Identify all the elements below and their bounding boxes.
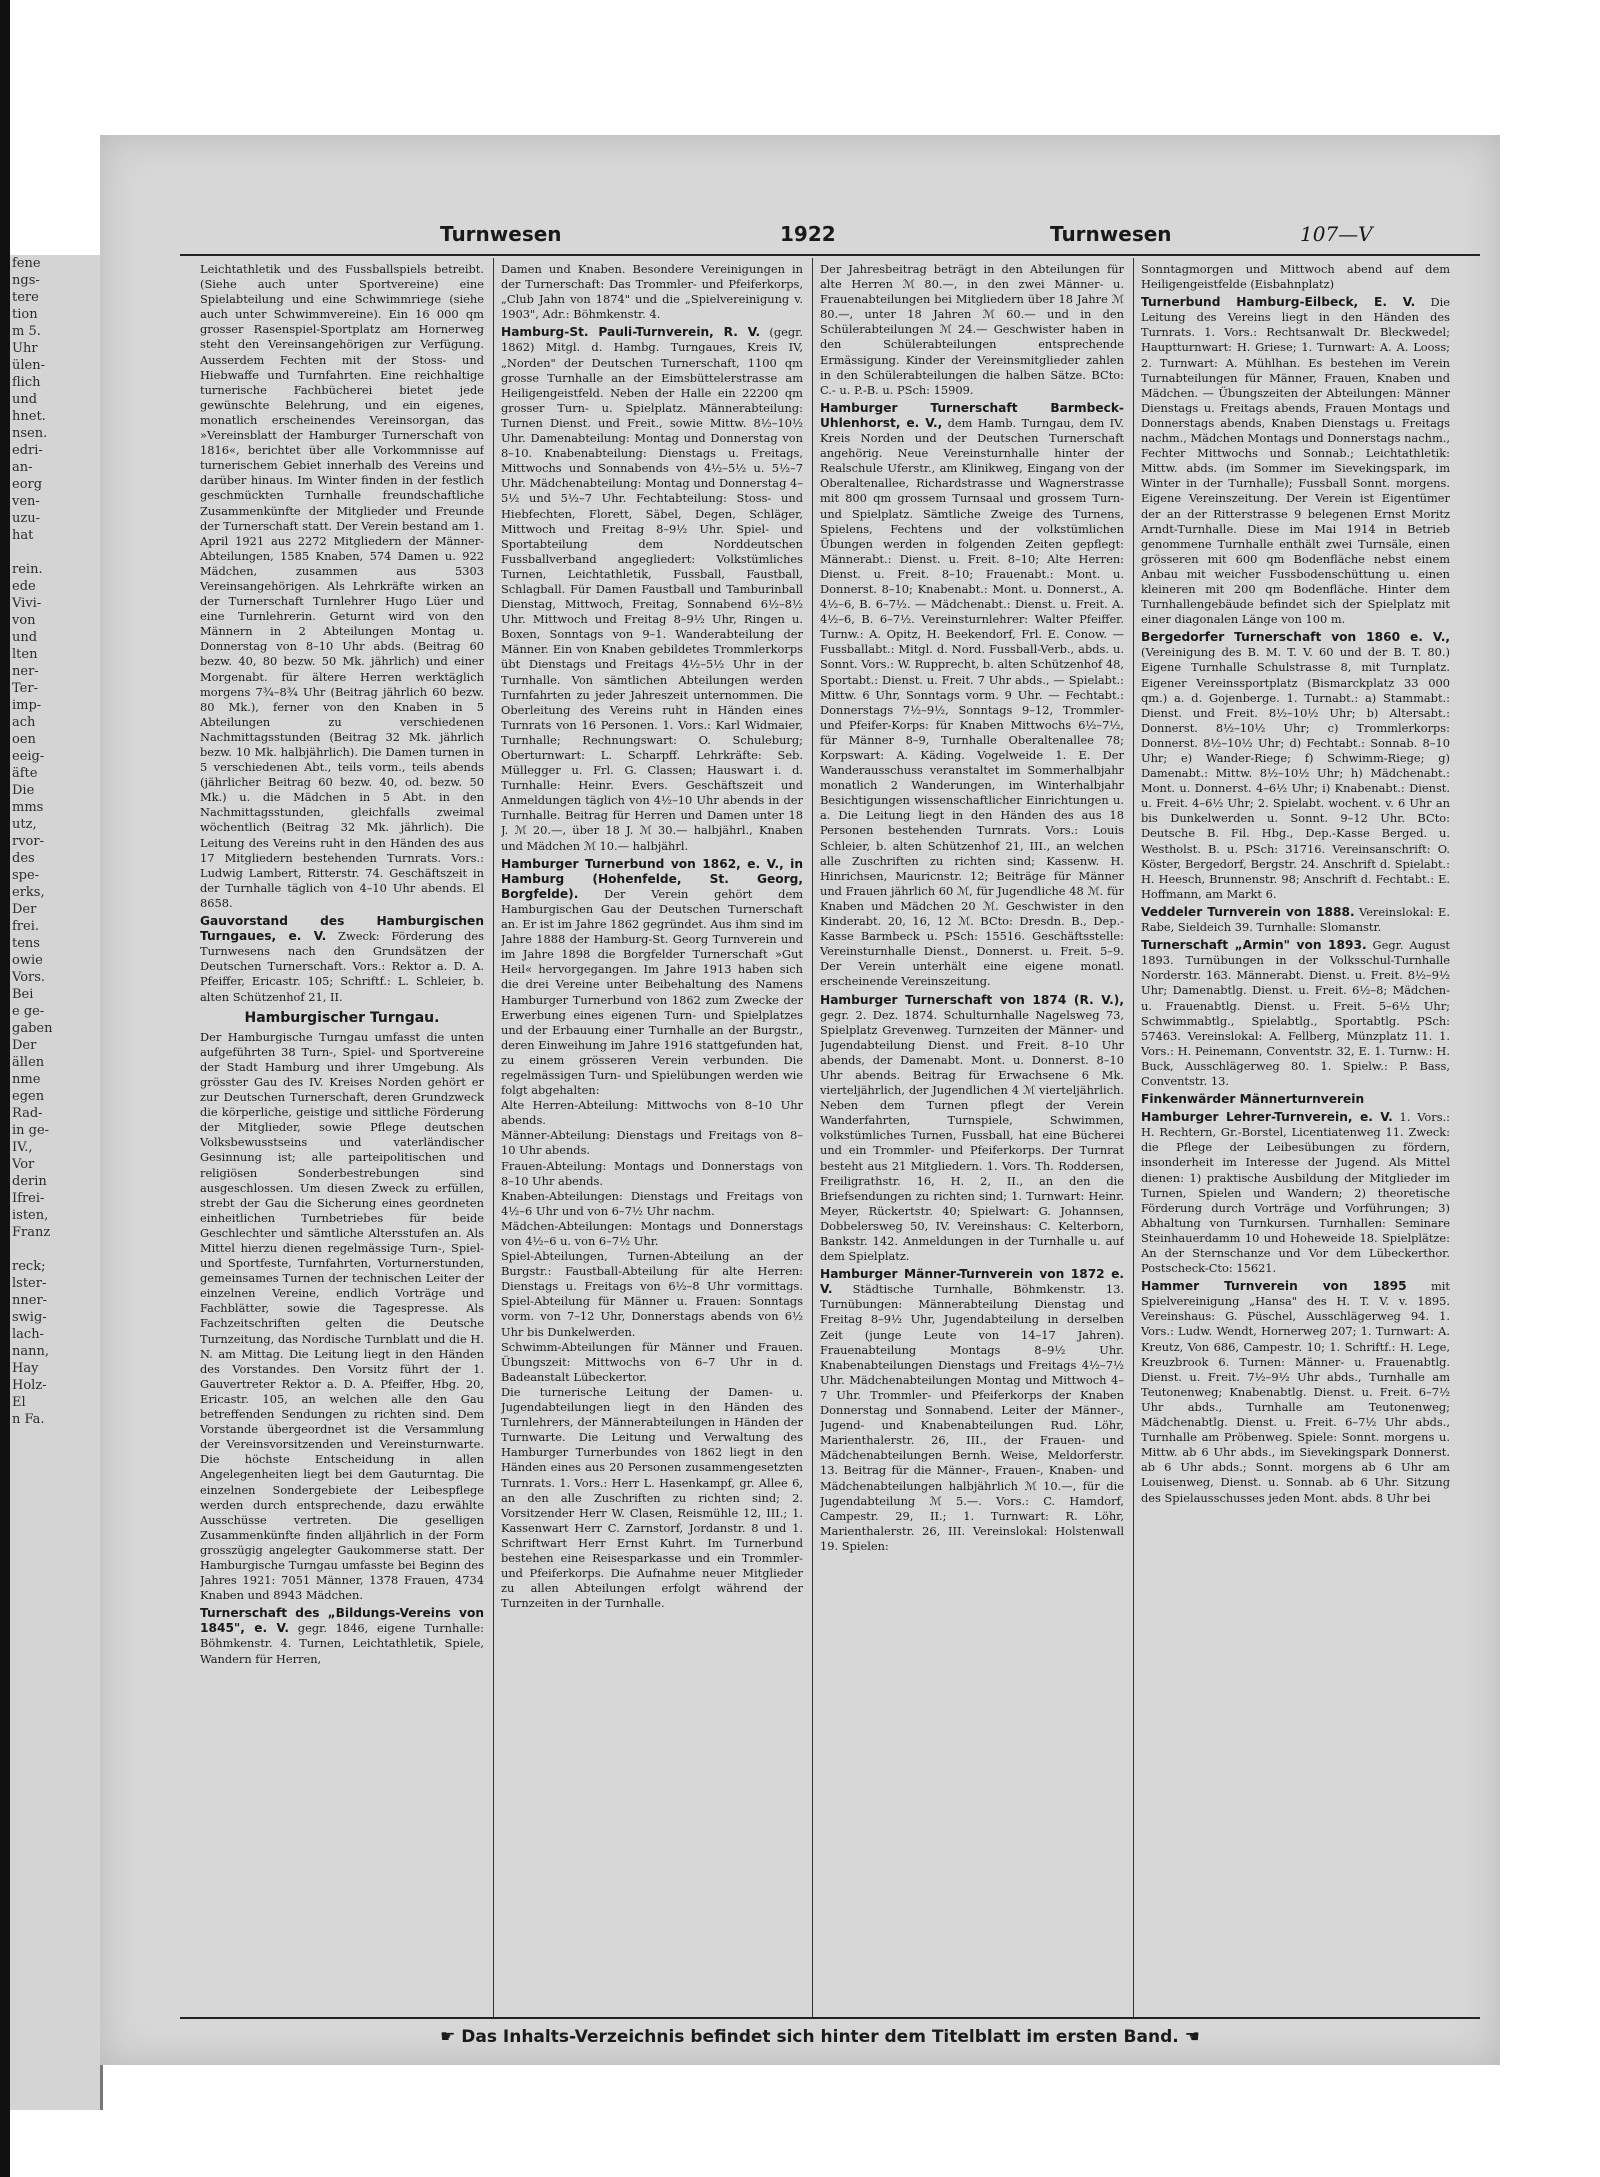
prev-page-fragment: hat <box>12 528 34 543</box>
entry-heading: Veddeler Turnverein von 1888. <box>1141 904 1355 919</box>
prev-page-fragment: tere <box>12 290 39 305</box>
prev-page-fragment: edri- <box>12 443 43 458</box>
text-paragraph: Damen und Knaben. Besondere Vereinigungen in der Turnerschaft: Das Trommler- und Pfeiferkorps, „Club Jahn von 1874" und die „Spielvereinigung v. 1903", Adr.: Böhmkenstr. 4. <box>501 262 803 322</box>
header-right-title: Turnwesen <box>1050 222 1172 246</box>
entry-heading: Hamburger Lehrer-Turnverein, e. V. <box>1141 1110 1393 1125</box>
entry-text: mit Spielvereinigung „Hansa" des H. T. V. v. 1895. Vereinshaus: G. Püschel, Ausschlägerweg 94. 1. Vors.: Ludw. Wendt, Hornerweg 207; 1. Turnwart: A. Kreutz, Von 686, Campestr. 10; 1. Schriftf.: H. Lege, Kreuzbrook 6. Turnen: Männer- u. Frauenabtlg. Dienst. u. Freit. 7½–9½ Uhr abds., Turnhalle am Teutonenweg; Knabenabtlg. Dienst. u. Freit. 6–7½ Uhr abds., Turnhalle am Teutonenweg; Mädchenabtlg. Dienst. u. Freit. 6–7½ Uhr abds., Turnhalle am Pröbenweg. Spiele: Sonnt. morgens u. Mittw. ab 6 Uhr abds., im Sievekingspark Donnerst. ab 6 Uhr abds.; Sonnt. morgens ab 6 Uhr am Louisenweg, Dienst. u. Sonnab. ab 6 Uhr. Sitzung des Spielausschusses jeden Mont. abds. 8 Uhr bei <box>1141 1279 1450 1505</box>
entry-heading: Hamburger Männer-Turnverein von 1872 e. V. <box>820 1267 1124 1297</box>
prev-page-fragment: und <box>12 630 38 645</box>
text-paragraph: Die turnerische Leitung der Damen- u. Jugendabteilungen liegt in den Händen des Turnlehrers, der Männerabteilungen in Händen der Turnwarte. Die Leitung und Verwaltung des Hamburger Turnerbundes von 1862 liegt in den Händen eines aus 20 Personen zusammengesetzten Turnrats. 1. Vors.: Herr L. Hasenkampf, gr. Allee 6, an den alle Zuschriften zu richten sind; 2. Vorsitzender Herr W. Clasen, Reismühle 12, III.; 1. Kassenwart Herr C. Zarnstorf, Jordanstr. 8 und 1. Schriftwart Herr Ernst Kuhrt. Im Turnerbund bestehen eine Reisesparkasse und ein Trommler- und Pfeiferkorps. Die Aufnahme neuer Mitglieder zu allen Abteilungen erfolgt während der Turnzeiten in der Turnhalle. <box>501 1384 803 1611</box>
prev-page-fragment: Der <box>12 902 37 917</box>
entry-heading: Turnerbund Hamburg-Eilbeck, E. V. <box>1141 295 1416 310</box>
column-2 <box>501 262 803 2012</box>
entry-heading: Hamburger Turnerschaft von 1874 (R. V.), <box>820 992 1124 1007</box>
column-3 <box>820 262 1124 2012</box>
prev-page-fragment: ngs- <box>12 273 40 288</box>
entry-heading: Hamburger Turnerbund von 1862, e. V., in Hamburg (Hohenfelde, St. Georg, Borgfelde). <box>501 856 803 901</box>
footer-notice: ☛ Das Inhalts-Verzeichnis befindet sich hinter dem Titelblatt im ersten Band. ☚ <box>440 2027 1200 2047</box>
section-heading: Hamburgischer Turngau. <box>244 1009 440 1026</box>
prev-page-fragment: tens <box>12 936 40 951</box>
prev-page-fragment: n Fa. <box>12 1412 45 1427</box>
prev-page-fragment: Ter- <box>12 681 38 696</box>
prev-page-fragment <box>10 1241 100 1258</box>
prev-page-fragment: owie <box>12 953 43 968</box>
page-number: 107—V <box>1300 222 1373 246</box>
entry-heading: Finkenwärder Männerturnverein <box>1141 1092 1365 1107</box>
header-rule <box>180 254 1480 256</box>
prev-page-fragment: egen <box>12 1089 45 1104</box>
previous-page-edge <box>10 255 103 2110</box>
entry-heading: Hamburg-St. Pauli-Turnverein, R. V. <box>501 325 761 340</box>
entry-heading: Bergedorfer Turnerschaft von 1860 e. V., <box>1141 630 1450 645</box>
prev-page-fragment: lach- <box>12 1327 44 1342</box>
prev-page-fragment: reck; <box>12 1259 46 1274</box>
prev-page-fragment: nann, <box>12 1344 50 1359</box>
prev-page-fragment: tion <box>12 307 38 322</box>
prev-page-fragment: m 5. <box>12 324 41 339</box>
entry-text: Der Verein gehört dem Hamburgischen Gau der Deutschen Turnerschaft an. Er ist im Jahre 1862 gegründet. Aus ihm sind im Jahre 1888 der Hamburg-St. Georg Turnverein und im Jahre 1898 die Borgfelder Turnerschaft »Gut Heil« hervorgegangen. Im Jahre 1913 haben sich die drei Vereine unter Beibehaltung des Namens Hamburger Turnerbund von 1862 zum Zwecke der Erwerbung eines eigenen Turn- und Spielplatzes und der Erbauung einer Turnhalle an der Burgstr., deren Einweihung im Jahre 1916 stattgefunden hat, zu einem grösseren Verein verbunden. Die regelmässigen Turn- und Spielübungen werden wie folgt abgehalten: <box>501 886 803 1098</box>
prev-page-fragment: mms <box>12 800 44 815</box>
text-paragraph: Leichtathletik und des Fussballspiels betreibt. (Siehe auch unter Sportvereine) eine Spielabteilung und eine Schwimmriege (siehe auch unter Schwimmvereine). Ein 16 000 qm grosser Rasenspiel-Sportplatz am Hornerweg steht den Vereinsangehörigen zur Verfügung. Ausserdem Fechten mit der Stoss- und Hiebwaffe und Turnfahrten. Eine reichhaltige turnerische Fachbücherei bietet jede gewünschte Belehrung, und ein eigenes, monatlich erscheinendes Vereinsorgan, das »Vereinsblatt der Hamburger Turnerschaft von 1816«, berichtet über alle Vorkommnisse auf turnerischem Gebiet innerhalb des Vereins und darüber hinaus. Im Winter finden in der festlich geschmückten Turnhalle freundschaftliche Zusammenkünfte der Mitglieder und Freunde der Turnerschaft statt. Der Verein bestand am 1. April 1921 aus 2272 Mitgliedern der Männer-Abteilungen, 1585 Knaben, 574 Damen u. 922 Mädchen, zusammen aus 5303 Vereinsangehörigen. Als Lehrkräfte wirken an der Turnerschaft Turnlehrer Hugo Lüer und eine Turnlehrerin. Geturnt wird von den Männern in 2 Abteilungen Montag u. Donnerstag von 8–10 Uhr abds. (Beitrag 60 bezw. 40, 80 bezw. 50 Mk. jährlich) und einer Morgenabt. für ältere Herren werktäglich morgens 7¾–8¾ Uhr (Beitrag jährlich 60 bezw. 80 Mk.), ferner von den Knaben in 5 Abteilungen zu verschiedenen Nachmittagsstunden (Beitrag 32 Mk. jährlich bezw. 10 Mk. halbjährlich). Die Damen turnen in 5 verschiedenen Abt., teils vorm., teils abends (jährlicher Beitrag 60 bezw. 40, od. bezw. 50 Mk.) u. die Mädchen in 5 Abt. in den Nachmittagsstunden, gleichfalls zweimal wöchentlich (Beitrag 32 Mk. jährlich). Die Leitung des Vereins ruht in den Händen des aus 17 Mitgliedern bestehenden Turnrats. Vors.: Ludwig Lambert, Ritterstr. 74. Geschäftszeit in der Turnhalle täglich von 4–10 Uhr abends. El 8658. <box>200 262 484 910</box>
prev-page-fragment: lten <box>12 647 38 662</box>
prev-page-fragment: ven- <box>12 494 40 509</box>
entry-text: Die Leitung des Vereins liegt in den Händen des Turnrats. 1. Vors.: Rechtsanwalt Dr. Bleckwedel; Hauptturnwart: H. Griese; 1. Turnwart: A. A. Looss; 2. Turnwart: A. Mühlhan. Es bestehen im Verein Turnabteilungen für Männer, Frauen, Knaben und Mädchen. — Übungszeiten der Abteilungen: Männer Dienstags u. Freitags abends, Frauen Montags und Donnerstags abends, Knaben Dienstags u. Freitags nachm., Mädchen Montags und Donnerstags nachm., Fechter Mittwochs und Sonnab.; Leichtathletik: Mittw. abds. (im Sommer im Sievekingspark, im Winter in der Turnhalle); Fussball Sonnt. morgens. Eigene Vereinszeitung. Der Verein ist Eigentümer der an der Ritterstrasse 9 belegenen Ernst Moritz Arndt-Turnhalle. Diese im Mai 1914 in Betrieb genommene Turnhalle enthält zwei Turnsäle, einen grösseren mit 600 qm Bodenfläche nebst einem Anbau mit weicher Fussbodenschüttung u. einen kleineren mit 200 qm Bodenfläche. Hinter dem Turnhallengebäude befindet sich der Spielplatz mit einer diagonalen Länge von 100 m. <box>1141 295 1450 627</box>
prev-page-fragment: imp- <box>12 698 42 713</box>
prev-page-fragment: Uhr <box>12 341 38 356</box>
text-paragraph: Sonntagmorgen und Mittwoch abend auf dem Heiligengeistfelde (Eisbahnplatz) <box>1141 262 1450 292</box>
prev-page-fragment: Holz- <box>12 1378 47 1393</box>
entry-text: Städtische Turnhalle, Böhmkenstr. 13. Turnübungen: Männerabteilung Dienstag und Freitag 8–9½ Uhr, Jugendabteilung in derselben Zeit (junge Leute von 14–17 Jahren). Frauenabteilung Montags 8–9½ Uhr. Knabenabteilungen Dienstags und Freitags 4½–7½ Uhr. Mädchenabteilungen Montag und Mittwoch 4–7 Uhr. Trommler- und Pfeiferkorps der Knaben Donnerstag und Sonnabend. Leiter der Männer-, Jugend- und Knabenabteilungen Rud. Löhr, Marienthalerstr. 26, III., der Frauen- und Mädchenabteilungen Bernh. Weise, Meldorferstr. 13. Beitrag für die Männer-, Frauen-, Knaben- und Mädchenabteilungen halbjährlich ℳ 10.—, für die Jugendabteilung ℳ 5.—. Vors.: C. Hamdorf, Campestr. 29, II.; 1. Turnwart: R. Löhr, Marienthalerstr. 26, III. Vereinslokal: Holstenwall 19. Spielen: <box>820 1282 1124 1553</box>
text-paragraph: Schwimm-Abteilungen für Männer und Frauen. Übungszeit: Mittwochs von 6–7 Uhr in d. Badeanstalt Lübeckertor. <box>501 1339 803 1384</box>
prev-page-fragment: derin <box>12 1174 47 1189</box>
prev-page-fragment: rein. <box>12 562 43 577</box>
prev-page-fragment: fene <box>12 256 41 271</box>
prev-page-fragment: nner- <box>12 1293 48 1308</box>
running-header <box>330 222 1480 252</box>
entry-heading: Hamburger Turnerschaft Barmbeck-Uhlenhorst, e. V., <box>820 400 1124 430</box>
entry-text: gegr. 1846, eigene Turnhalle: Böhmkenstr. 4. Turnen, Leichtathletik, Spiele, Wandern für Herren, <box>200 1621 484 1666</box>
entry-text: Gegr. August 1893. Turnübungen in der Volksschul-Turnhalle Norderstr. 163. Männerabt. Dienst. u. Freit. 8½–9½ Uhr; Damenabtlg. Dienst. u. Freit. 6½–8; Mädchen- u. Frauenabtlg. Dienst. u. Freit. 5–6½ Uhr; Schwimmabtlg., Spielabtlg., Sportabtlg. PSch: 57463. Vereinslokal: A. Fellberg, Münzplatz 11. 1. Vors.: H. Peinemann, Conventstr. 32, E. 1. Turnw.: H. Buck, Ausschlägerweg 80. 1. Spielw.: P. Bass, Conventstr. 13. <box>1141 938 1450 1088</box>
prev-page-fragment: gaben <box>12 1021 53 1036</box>
text-paragraph: Alte Herren-Abteilung: Mittwochs von 8–10 Uhr abends. <box>501 1098 803 1128</box>
prev-page-fragment: Hay <box>12 1361 39 1376</box>
prev-page-fragment: Bei <box>12 987 34 1002</box>
prev-page-fragment: Vors. <box>12 970 46 985</box>
entry-text: (gegr. 1862) Mitgl. d. Hambg. Turngaues, Kreis IV, „Norden" der Deutschen Turnerschaft, 1100 qm grosse Turnhalle an der Eimsbüttelerstrasse am Heiligengeistfeld. Neben der Halle ein 22200 qm grosser Turn- u. Spielplatz. Männerabteilung: Turnen Dienst. und Freit., sowie Mittw. 8½–10½ Uhr. Damenabteilung: Montag und Donnerstag von 8–10. Knabenabteilung: Dienstags u. Freitags, Mittwochs und Sonnabends von 4½–5½ u. 5½–7 Uhr. Mädchenabteilung: Montag und Donnerstag 4–5½ und 5½–7 Uhr. Fechtabteilung: Stoss- und Hiebfechten, Florett, Säbel, Degen, Schläger, Mittwoch und Freitag 8–9½ Uhr. Spiel- und Sportabteilung dem Norddeutschen Fussballverband angegliedert: Volkstümliches Turnen, Leichtathletik, Fussball, Faustball, Schlagball. Für Damen Faustball und Tamburinball Dienstag, Mittwoch, Freitag, Sonnabend 6½–8½ Uhr. Mittwoch und Freitag 8–9½ Uhr, Ringen u. Boxen, Sonntags von 9–1. Wanderabteilung der Männer. Ein von Knaben gebildetes Trommlerkorps übt Dienstags und Freitags 4½–5½ Uhr in der Turnhalle. Von sämtlichen Abteilungen werden Turnfahrten zu jeder Jahreszeit unternommen. Die Oberleitung des Vereins ruht in Händen eines Turnrats von 16 Personen. 1. Vors.: Karl Widmaier, Turnhalle; Rechnungswart: O. Schuleburg; Oberturnwart: L. Scharpff. Lehrkräfte: Seb. Müllegger u. Frl. G. Classen; Hauswart i. d. Turnhalle: Heinr. Evers. Geschäftszeit und Anmeldungen täglich von 4½–10 Uhr abends in der Turnhalle. Beitrag für Herren und Damen unter 18 J. ℳ 20.—, über 18 J. ℳ 30.— halbjährl., Knaben und Mädchen ℳ 10.— halbjährl. <box>501 325 803 853</box>
column-4 <box>1141 262 1450 2012</box>
prev-page-fragment: flich <box>12 375 41 390</box>
header-year: 1922 <box>780 222 836 246</box>
prev-page-fragment: oen <box>12 732 36 747</box>
prev-page-fragment: nsen. <box>12 426 48 441</box>
prev-page-fragment: an- <box>12 460 33 475</box>
prev-page-fragment: Rad- <box>12 1106 43 1121</box>
text-paragraph: Mädchen-Abteilungen: Montags und Donnerstags von 4½–6 u. von 6–7½ Uhr. <box>501 1218 803 1248</box>
prev-page-fragment: Ifrei- <box>12 1191 45 1206</box>
entry-heading: Hammer Turnverein von 1895 <box>1141 1279 1407 1294</box>
entry-heading: Turnerschaft des „Bildungs-Vereins von 1845", e. V. <box>200 1606 484 1636</box>
prev-page-fragment: ach <box>12 715 36 730</box>
prev-page-fragment: IV., <box>12 1140 33 1155</box>
entry-text: (Vereinigung des B. M. T. V. 60 und der B. T. 80.) Eigene Turnhalle Schulstrasse 8, mit Turnplatz. Eigener Vereinssportplatz (Bismarckplatz 33 000 qm.) a. d. Gojenberge. 1. Turnabt.: a) Stammabt.: Dienst. und Freit. 8½–10½ Uhr; b) Altersabt.: Donnerst. 8½–10½ Uhr; c) Trommlerkorps: Donnerst. 8½–10½ Uhr; d) Fechtabt.: Sonnab. 8–10 Uhr; e) Wander-Riege; f) Schwimm-Riege; g) Damenabt.: Mittw. 8½–10½ Uhr; h) Mädchenabt.: Mont. u. Donnerst. 4–6½ Uhr; i) Knabenabt.: Dienst. u. Freit. 4–6½ Uhr; 2. Spielabt. wochent. v. 6 Uhr an bis Dunkelwerden u. Sonnt. 9–12 Uhr. BCto: Deutsche B. Fil. Hbg., Dep.-Kasse Berged. u. Westholst. B. u. PSch: 31716. Vereinsanschrift: O. Köster, Bergedorf, Bergstr. 24. Anschrift d. Spielabt.: H. Heesch, Brunnenstr. 98; Anschrift d. Fechtabt.: E. Hoffmann, am Markt 6. <box>1141 645 1450 901</box>
prev-page-fragment: ede <box>12 579 36 594</box>
prev-page-fragment: frei. <box>12 919 40 934</box>
prev-page-fragment: hnet. <box>12 409 46 424</box>
prev-page-fragment: uzu- <box>12 511 40 526</box>
prev-page-fragment: in ge- <box>12 1123 50 1138</box>
footer-rule <box>180 2017 1480 2019</box>
entry-text: dem Hamb. Turngau, dem IV. Kreis Norden und der Deutschen Turnerschaft angehörig. Neue Vereinsturnhalle hinter der Realschule Uferstr., am Klinikweg, Eingang von der Oberaltenallee, Richardstrasse und Wagnerstrasse mit 800 qm grossem Turnsaal und grossem Turn- und Spielplatz. Sämtliche Zweige des Turnens, Spielens, Fechtens und der volkstümlichen Übungen werden in folgenden Zeiten gepflegt: Männerabt.: Dienst. u. Freit. 8–10; Alte Herren: Dienst. u. Freit. 8–10; Frauenabt.: Mont. u. Donnerst. 8–10; Knabenabt.: Mont. u. Donnerst., A. 4½–6, B. 6–7½. — Mädchenabt.: Dienst. u. Freit. A. 4½–6, B. 6–7½. Vereinsturnlehrer: Walter Pfeiffer. Turnw.: A. Opitz, H. Beekendorf, Frl. E. Conow. — Fussballabt.: Mitgl. d. Nord. Fussball-Verb., abds. u. Sonnt. Vors.: W. Rupprecht, b. alten Schützenhof 48, Sportabt.: Dienst. u. Freit. 7 Uhr abds., — Spielabt.: Mittw. 6 Uhr, Sonntags vorm. 9 Uhr. — Fechtabt.: Donnerstags 7½–9½, Sonntags 9–12, Trommler- und Pfeifer-Korps: für Knaben Mittwochs 6½–7½, für Männer 8–9, Turnhalle Oberaltenallee 78; Korpswart: A. Käding. Vogelweide 1. E. Der Wanderausschuss veranstaltet im Sommerhalbjahr monatlich 2 Wanderungen, im Winterhalbjahr Besichtigungen wissenschaftlicher Einrichtungen u. a. Die Leitung liegt in den Händen des aus 18 Personen bestehenden Turnrats. Vors.: Louis Schleier, b. alten Schützenhof 21, III., an welchen alle Zuschriften zu richten sind; Kassenw. H. Hinrichsen, Mauricnstr. 12; Beiträge für Männer und Frauen jährlich 60 ℳ, für Jugendliche 48 ℳ. für Knaben und Mädchen 20 ℳ. Geschwister in den Kinderabt. 20, 16, 12 ℳ. BCto: Dresdn. B., Dep.-Kasse Barmbeck u. PSch: 15516. Geschäftsstelle: Vereinsturnhalle Dienst., Donnerst. u. Freit. 5–9. Der Verein unterhält eine eigene monatl. erscheinende Vereinszeitung. <box>820 415 1124 989</box>
prev-page-fragment: von <box>12 613 36 628</box>
text-paragraph: Knaben-Abteilungen: Dienstags und Freitags von 4½–6 Uhr und von 6–7½ Uhr nachm. <box>501 1188 803 1218</box>
entry-text: Zweck: Förderung des Turnwesens nach den Grundsätzen der Deutschen Turnerschaft. Vors.: Rektor a. D. A. Pfeiffer, Ericastr. 105; Schriftf.: L. Schleier, b. alten Schützenhof 21, II. <box>200 929 484 1004</box>
prev-page-fragment: äfte <box>12 766 38 781</box>
prev-page-fragment: El <box>12 1395 26 1410</box>
column-divider <box>1133 258 1134 2018</box>
prev-page-fragment: rvor- <box>12 834 44 849</box>
prev-page-fragment: utz, <box>12 817 37 832</box>
text-paragraph: Der Jahresbeitrag beträgt in den Abteilungen für alte Herren ℳ 80.—, in den zwei Männer- u. Frauenabteilungen bei Mitgliedern über 18 Jahre ℳ 80.—, unter 18 Jahren ℳ 60.— und in den Schülerabteilungen ℳ 24.— Geschwister haben in den Schülerabteilungen entsprechende Ermässigung. Kinder der Vereinsmitglieder zahlen in den Schülerabteilungen die halben Sätze. BCto: C.- u. P.-B. u. PSch: 15909. <box>820 262 1124 397</box>
text-paragraph: Der Hamburgische Turngau umfasst die unten aufgeführten 38 Turn-, Spiel- und Sportvereine der Stadt Hamburg und ihrer Umgebung. Als grösster Gau des IV. Kreises Norden gehört er zur Deutschen Turnerschaft, deren Grundzweck die körperliche, geistige und sittliche Förderung der Mitglieder, sowie Pflege deutschen Volksbewusstseins und vaterländischer Gesinnung ist; alle parteipolitischen und religiösen Sonderbestrebungen sind ausgeschlossen. Um diesen Zweck zu erfüllen, strebt der Gau die Sicherung eines geordneten einheitlichen Turnbetriebes für beide Geschlechter und sämtliche Altersstufen an. Als Mittel hierzu dienen regelmässige Turn-, Spiel- und Sportfeste, Turnfahrten, Vorturnerstunden, gemeinsames Turnen der technischen Leiter der einzelnen Vereine, endlich Vorträge und Fachblätter, sowie die Tagespresse. Als Fachzeitschriften gelten die Deutsche Turnzeitung, das Nordische Turnblatt und die H. N. am Mittag. Die Leitung liegt in den Händen des Vorstandes. Den Vorsitz führt der 1. Gauvertreter Rektor a. D. A. Pfeiffer, Hbg. 20, Ericastr. 105, an welchen alle den Gau betreffenden Sendungen zu richten sind. Dem Vorstande übergeordnet ist die Versammlung der Vereinsvorsitzenden und Vereinsturnwarte. Die höchste Entscheidung in allen Angelegenheiten liegt bei dem Gauturntag. Die einzelnen Sondergebiete der Leibespflege werden durch entsprechende, dazu erwählte Ausschüsse vertreten. Die geselligen Zusammenkünfte finden alljährlich in der Form grosszügig angelegter Gaukommerse statt. Der Hamburgische Turngau umfasste bei Beginn des Jahres 1921: 7051 Männer, 1378 Frauen, 4734 Knaben und 8943 Mädchen. <box>200 1029 484 1603</box>
entry-text: Vereinslokal: E. Rabe, Sieldeich 39. Turnhalle: Slomanstr. <box>1141 904 1450 935</box>
prev-page-fragment: erks, <box>12 885 45 900</box>
prev-page-fragment: eeig- <box>12 749 45 764</box>
prev-page-fragment: Die <box>12 783 35 798</box>
scan-edge <box>0 0 10 2177</box>
entry-heading: Turnerschaft „Armin" von 1893. <box>1141 938 1367 953</box>
prev-page-fragment: des <box>12 851 35 866</box>
column-1 <box>200 262 484 2012</box>
prev-page-fragment: nme <box>12 1072 41 1087</box>
column-divider <box>812 258 813 2018</box>
prev-page-fragment: Vor <box>12 1157 35 1172</box>
entry-text: 1. Vors.: H. Rechtern, Gr.-Borstel, Licentiatenweg 11. Zweck: die Pflege der Leibesübungen zu fördern, insonderheit im Interesse der Jugend. Als Mittel dienen: 1) praktische Ausbildung der Mitglieder im Turnen, Spielen und Wandern; 2) theoretische Förderung durch Vorträge und Vorführungen; 3) Abhaltung von Turnkursen. Turnhallen: Seminare Steinhauerdamm 10 und Hoheweide 18. Spielplätze: An der Sternschanze und Vor dem Lübeckerthor. Postscheck-Cto: 15621. <box>1141 1110 1450 1276</box>
text-paragraph: Männer-Abteilung: Dienstags und Freitags von 8–10 Uhr abends. <box>501 1128 803 1158</box>
prev-page-fragment: ner- <box>12 664 39 679</box>
prev-page-fragment: eorg <box>12 477 43 492</box>
prev-page-fragment: isten, <box>12 1208 49 1223</box>
prev-page-fragment <box>10 544 100 561</box>
header-left-title: Turnwesen <box>440 222 562 246</box>
text-paragraph: Frauen-Abteilung: Montags und Donnerstags von 8–10 Uhr abends. <box>501 1158 803 1188</box>
prev-page-fragment: ülen- <box>12 358 45 373</box>
prev-page-fragment: Der <box>12 1038 37 1053</box>
prev-page-fragment: Vivi- <box>12 596 42 611</box>
entry-heading: Gauvorstand des Hamburgischen Turngaues, e. V. <box>200 914 484 944</box>
prev-page-fragment: und <box>12 392 38 407</box>
text-paragraph: Spiel-Abteilungen, Turnen-Abteilung an der Burgstr.: Faustball-Abteilung für alte Herren: Dienstags u. Freitags von 6½–8 Uhr vormittags. Spiel-Abteilung für Männer u. Frauen: Sonntags vorm. von 7–12 Uhr, Donnerstags abends von 6½ Uhr bis Dunkelwerden. <box>501 1249 803 1339</box>
prev-page-fragment: e ge- <box>12 1004 45 1019</box>
prev-page-fragment: ällen <box>12 1055 45 1070</box>
column-divider <box>493 258 494 2018</box>
prev-page-fragment: lster- <box>12 1276 47 1291</box>
prev-page-fragment: Franz <box>12 1225 51 1240</box>
entry-text: gegr. 2. Dez. 1874. Schulturnhalle Nagelsweg 73, Spielplatz Grevenweg. Turnzeiten der Männer- und Jugendabteilung Dienst. und Freit. 8–10 Uhr abends, der Damenabt. Mont. u. Donnerst. 8–10 Uhr abends. Beitrag für Erwachsene 6 Mk. vierteljährlich, der Jugendlichen 4 ℳ vierteljährlich. Neben dem Turnen pflegt der Verein Wanderfahrten, Turnspiele, Schwimmen, volkstümliches Turnen, Fussball, hat eine Bücherei und ein Trommler- und Pfeiferkorps. Der Turnrat besteht aus 21 Mitgliedern. 1. Vors. Th. Roddersen, Freiligrathstr. 16, H. 2, II., an den die Briefsendungen zu richten sind; 1. Turnwart: Heinr. Meyer, Rückertstr. 40; Spielwart: G. Johannsen, Dobbelersweg 50, IV. Vereinshaus: C. Kelterborn, Bankstr. 142. Anmeldungen in der Turnhalle u. auf dem Spielplatz. <box>820 1007 1124 1264</box>
prev-page-fragment: swig- <box>12 1310 47 1325</box>
prev-page-fragment: spe- <box>12 868 40 883</box>
